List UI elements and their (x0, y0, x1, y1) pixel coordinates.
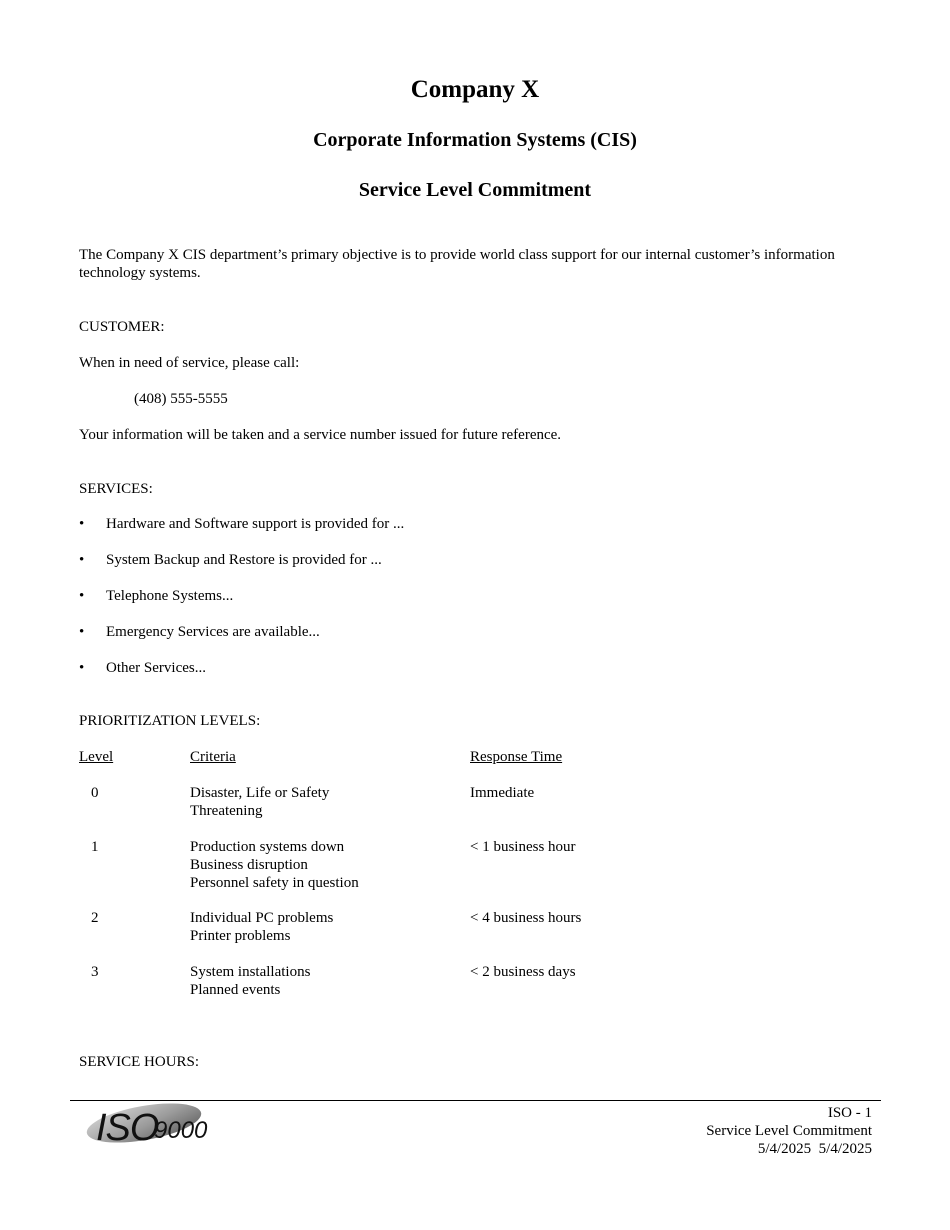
level-number: 2 (91, 910, 99, 926)
prioritization-heading: PRIORITIZATION LEVELS: (79, 713, 261, 729)
column-header-criteria: Criteria (190, 749, 236, 765)
criteria-line: Production systems down (190, 839, 345, 855)
criteria-cell (190, 838, 359, 892)
svg-text:9000: 9000 (154, 1117, 208, 1144)
customer-followup: Your information will be taken and a service number issued for future reference. (79, 427, 562, 443)
services-heading: SERVICES: (79, 481, 153, 497)
response-time: Immediate (470, 785, 535, 801)
criteria-line: Individual PC problems (190, 910, 334, 926)
criteria-line: Planned events (190, 982, 281, 998)
response-time: < 2 business days (470, 964, 576, 980)
criteria-cell (190, 909, 333, 945)
response-time: < 4 business hours (470, 910, 582, 926)
bullet: • (79, 516, 85, 532)
company-title: Company X (410, 76, 540, 103)
service-item-text: System Backup and Restore is provided for ... (106, 552, 382, 568)
column-header-response: Response Time (470, 749, 563, 765)
criteria-line: System installations (190, 964, 311, 980)
criteria-cell (190, 963, 310, 999)
level-number: 1 (91, 839, 99, 855)
column-header-level: Level (79, 749, 114, 765)
document-title: Service Level Commitment (358, 179, 592, 201)
intro-paragraph: The Company X CIS department’s primary objective is to provide world class support for our internal customer’s information technology systems. (79, 247, 835, 281)
bullet: • (79, 624, 85, 640)
customer-phone: (408) 555-5555 (134, 391, 228, 407)
criteria-cell (190, 784, 329, 820)
bullet: • (79, 588, 85, 604)
footer-divider (70, 1100, 881, 1101)
footer-info (706, 1104, 872, 1158)
level-number: 3 (91, 964, 99, 980)
level-number: 0 (91, 785, 99, 801)
svg-text:ISO: ISO (96, 1107, 159, 1146)
service-hours-heading: SERVICE HOURS: (79, 1054, 200, 1070)
criteria-line: Disaster, Life or Safety (190, 785, 330, 801)
footer-dates: 5/4/2025 5/4/2025 (757, 1141, 872, 1157)
service-item-text: Emergency Services are available... (106, 624, 320, 640)
service-item-text: Other Services... (106, 660, 206, 676)
footer-page-label: ISO - 1 (827, 1105, 872, 1121)
criteria-line: Business disruption (190, 857, 308, 873)
iso-9000-logo (84, 1102, 214, 1146)
service-item-text: Telephone Systems... (106, 588, 234, 604)
criteria-line: Threatening (190, 803, 263, 819)
criteria-line: Personnel safety in question (190, 875, 359, 891)
customer-heading: CUSTOMER: (79, 319, 165, 335)
service-item-text: Hardware and Software support is provided for ... (106, 516, 405, 532)
customer-call-text: When in need of service, please call: (79, 355, 300, 371)
bullet: • (79, 552, 85, 568)
response-time: < 1 business hour (470, 839, 576, 855)
bullet: • (79, 660, 85, 676)
criteria-line: Printer problems (190, 928, 291, 944)
footer-doc-name: Service Level Commitment (706, 1123, 872, 1139)
department-title: Corporate Information Systems (CIS) (313, 129, 637, 151)
